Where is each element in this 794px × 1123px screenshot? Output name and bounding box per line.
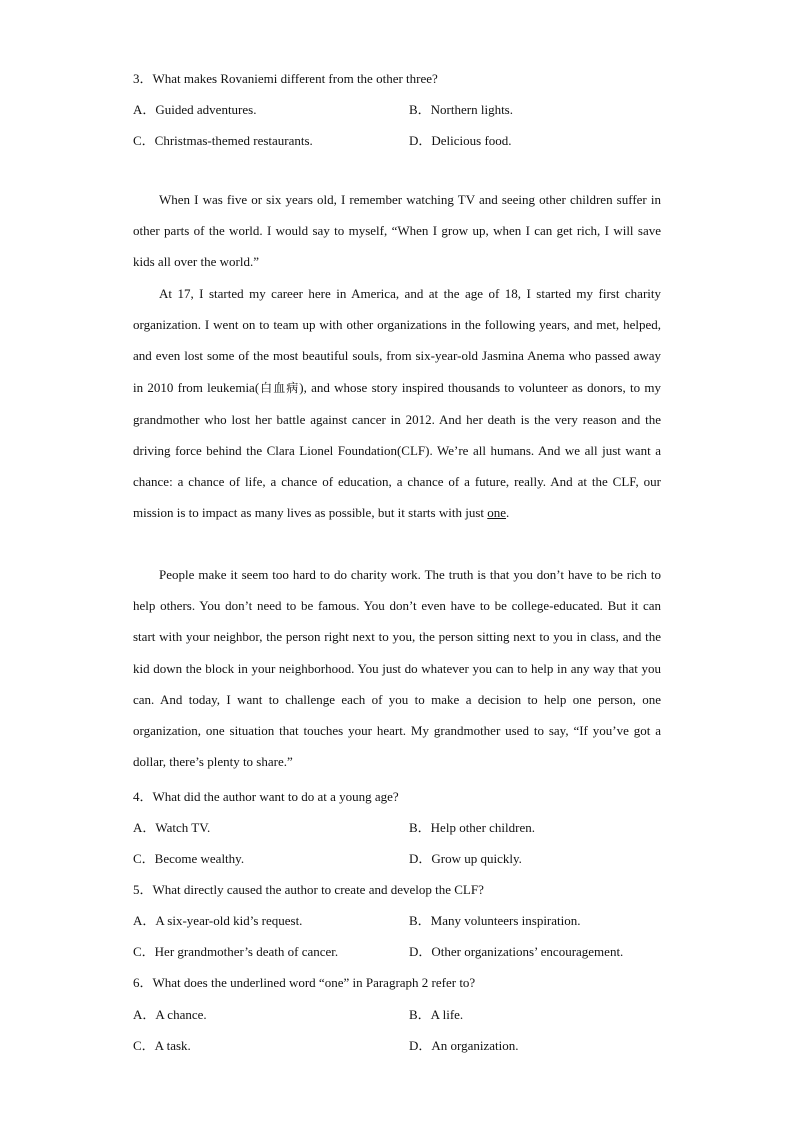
question-3-option-c: C．Christmas-themed restaurants.: [133, 133, 313, 148]
question-3-option-a: A．Guided adventures.: [133, 102, 257, 117]
underlined-word-one: one: [487, 505, 507, 521]
question-5-option-d: D．Other organizations’ encouragement.: [409, 944, 624, 959]
question-5-option-b: B．Many volunteers inspiration.: [409, 913, 581, 928]
question-3-stem: 3．What makes Rovaniemi different from the other three?: [133, 71, 438, 86]
question-4-option-a: A．Watch TV.: [133, 820, 211, 835]
question-6-option-b: B．A life.: [409, 1007, 464, 1022]
question-3-option-b: B．Northern lights.: [409, 102, 513, 117]
paragraph-2-end: .: [506, 505, 510, 521]
question-6-stem: 6．What does the underlined word “one” in Paragraph 2 refer to?: [133, 975, 476, 990]
question-6-option-c: C．A task.: [133, 1038, 191, 1053]
question-6-option-d: D．An organization.: [409, 1038, 519, 1053]
passage-paragraph-1: When I was five or six years old, I remember watching TV and seeing other children suffer in other parts of the world. I would say to myself, “When I grow up, when I can get rich, I will save kids all over the world.”: [133, 192, 661, 270]
passage-paragraph-3: People make it seem too hard to do charity work. The truth is that you don’t have to be rich to help others. You don’t need to be famous. You don’t even have to be college-educated. But it can start with your neighbor, the person right next to you, the person sitting next to you in class, and the kid down the block in your neighborhood. You just do whatever you can to help in any way that you can. And today, I want to challenge each of you to make a decision to help one person, one organization, one situation that touches your heart. My grandmother used to say, “If you’ve got a dollar, there’s plenty to share.”: [133, 567, 661, 770]
question-4-option-b: B．Help other children.: [409, 820, 535, 835]
question-4-stem: 4．What did the author want to do at a young age?: [133, 789, 399, 804]
question-6-option-a: A．A chance.: [133, 1007, 207, 1022]
question-4-option-d: D．Grow up quickly.: [409, 851, 522, 866]
question-4-option-c: C．Become wealthy.: [133, 851, 245, 866]
question-5-option-a: A．A six-year-old kid’s request.: [133, 913, 303, 928]
question-5-stem: 5．What directly caused the author to create and develop the CLF?: [133, 882, 484, 897]
question-3-option-d: D．Delicious food.: [409, 133, 512, 148]
paragraph-2-text-a: At 17, I started my career here in America, and at the age of 18, I started my first charity organization. I went on to team up with other organizations in the following years, and met, helped, and even lost some of the most beautiful souls, from six-year-old Jasmina Anema who passed away in 2010 from leukemia(: [133, 286, 661, 395]
question-5-option-c: C．Her grandmother’s death of cancer.: [133, 944, 339, 959]
passage-paragraph-2: [133, 278, 661, 529]
paragraph-2-text-b: ), and whose story inspired thousands to volunteer as donors, to my grandmother who lost her battle against cancer in 2012. And her death is the very reason and the driving force behind the Clara Lionel Foundation(CLF). We’re all humans. And we all just want a chance: a chance of life, a chance of education, a chance of a future, really. And at the CLF, our mission is to impact as many lives as possible, but it starts with just: [133, 379, 661, 521]
paragraph-2-chinese-gloss: 白血病: [259, 380, 300, 395]
